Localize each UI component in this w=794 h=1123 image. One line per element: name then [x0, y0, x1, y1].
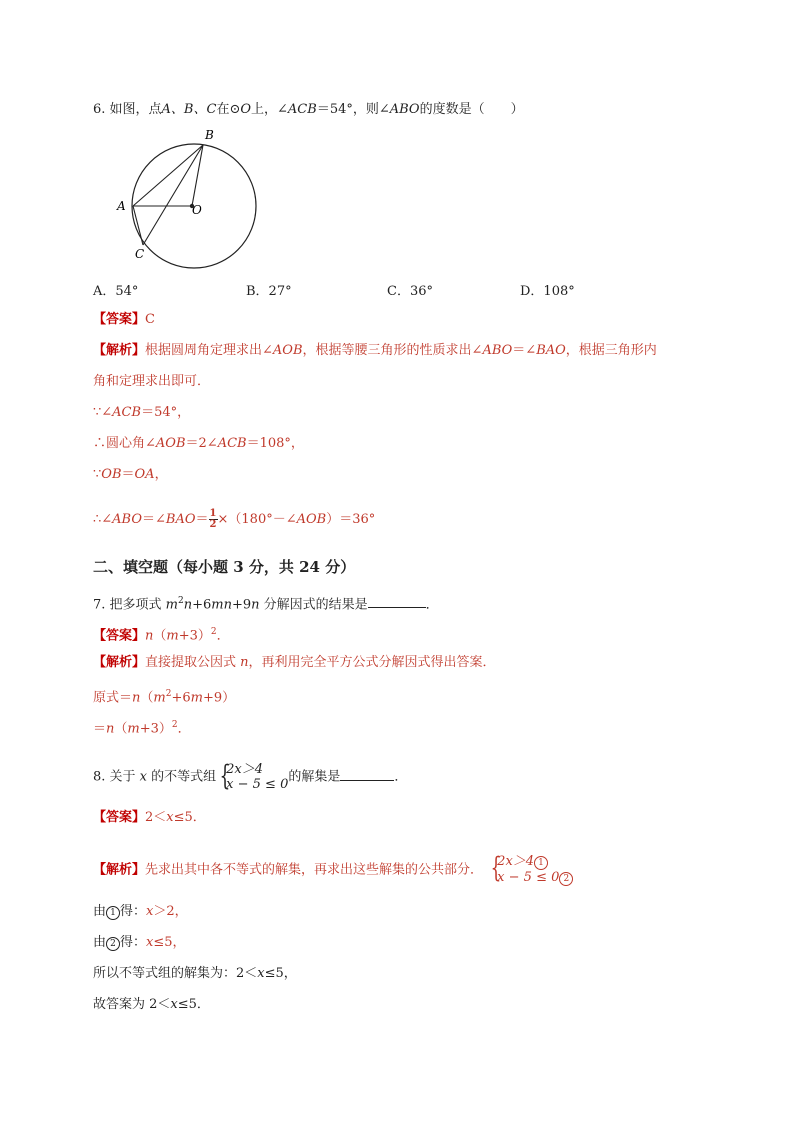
- q7-stem: [93, 592, 439, 614]
- text: ＝: [121, 467, 135, 482]
- text: ∴圆心角∠: [93, 436, 156, 451]
- text: ＝54°，: [141, 405, 191, 420]
- option-a: A．54°: [93, 284, 139, 299]
- inequality-system: [216, 759, 289, 792]
- text: ＞2，: [153, 904, 188, 919]
- text: 的度数是（ ）: [419, 102, 524, 117]
- brace-icon: {: [490, 851, 502, 884]
- text: ABO: [482, 343, 513, 358]
- option-c: C．36°: [387, 284, 433, 299]
- text: ．: [216, 628, 230, 644]
- text: ＝54°，则∠: [316, 102, 390, 117]
- text: ACB: [287, 102, 317, 117]
- text: （: [140, 690, 154, 706]
- inequality-system: [487, 851, 573, 886]
- text: ＝108°，: [246, 436, 304, 451]
- circled-number: 2: [559, 872, 573, 886]
- text: OB: [101, 467, 122, 482]
- text: 6. 如图，点: [93, 102, 162, 117]
- text: ．: [394, 769, 408, 785]
- denominator: 2: [209, 519, 217, 530]
- text: O: [240, 102, 252, 117]
- text: n: [145, 628, 154, 644]
- text: （: [114, 721, 128, 737]
- numerator: 1: [209, 508, 217, 519]
- q6-step2: [93, 435, 304, 453]
- option-b: B．27°: [246, 284, 292, 299]
- text: 根据圆周角定理求出∠: [145, 343, 273, 358]
- text: BAO: [165, 512, 196, 527]
- q8-step4: [93, 996, 210, 1014]
- text: ＝: [195, 512, 209, 527]
- text: 2: [171, 720, 178, 730]
- text: x: [170, 997, 178, 1012]
- q8-step3: [93, 965, 297, 983]
- text: ，根据等腰三角形的性质求出∠: [302, 343, 483, 358]
- text: ≤5，: [264, 966, 297, 981]
- text: 2＜: [145, 810, 167, 825]
- text: BAO: [536, 343, 566, 358]
- text: ，: [154, 467, 168, 482]
- text: （: [153, 628, 167, 644]
- circled-number: 1: [106, 906, 120, 920]
- text: n: [132, 690, 141, 706]
- q8-analysis: [93, 851, 573, 886]
- text: A、B、C: [161, 102, 217, 117]
- text: +6: [192, 597, 212, 613]
- q6-step3: [93, 466, 168, 484]
- section-title: 二、填空题（每小题 3 分，共 24 分）: [93, 558, 356, 576]
- label-a: A: [117, 199, 126, 213]
- label-b: B: [205, 128, 214, 142]
- text: 由: [93, 935, 107, 950]
- text: 2: [178, 596, 184, 606]
- text: 先求出其中各不等式的解集，再求出这些解集的公共部分．: [145, 862, 484, 878]
- text: +3）: [139, 721, 172, 737]
- text: m: [153, 690, 166, 706]
- text: 8. 关于: [93, 769, 140, 785]
- analysis-tag: 【解析】: [93, 655, 146, 670]
- circled-number: 2: [106, 937, 120, 951]
- text: 2: [165, 689, 172, 699]
- analysis-tag: 【解析】: [93, 343, 146, 358]
- text: AOB: [155, 436, 186, 451]
- answer-value: C: [145, 312, 155, 327]
- q7-answer: [93, 623, 230, 645]
- text: n: [251, 597, 260, 613]
- text: x − 5 ≤ 0: [226, 777, 289, 792]
- q7-step1: [93, 685, 235, 707]
- q6-answer: [93, 311, 155, 329]
- text: 的不等式组: [147, 769, 217, 785]
- text: AOB: [296, 512, 327, 527]
- answer-blank: [340, 768, 394, 781]
- text: mn: [211, 597, 232, 613]
- answer-tag: 【答案】: [93, 628, 146, 644]
- text: ∵∠: [93, 405, 113, 420]
- text: ×（180°－∠: [217, 512, 297, 527]
- option-d: D．108°: [520, 284, 575, 299]
- text: ＝∠: [512, 343, 537, 358]
- text: n: [106, 721, 115, 737]
- q7-step2: [93, 716, 191, 738]
- text: ，再利用完全平方公式分解因式得出答案．: [248, 655, 496, 670]
- segment-ab: [133, 145, 203, 206]
- text: +6: [171, 690, 191, 706]
- text: ACB: [112, 405, 142, 420]
- text: ≤5，: [153, 935, 186, 950]
- text: 2: [210, 627, 217, 637]
- text: ACB: [217, 436, 247, 451]
- text: 故答案为 2＜: [93, 997, 171, 1012]
- text: ．: [425, 597, 439, 613]
- text: 2x＞4: [226, 762, 264, 777]
- text: ，根据三角形内: [565, 343, 657, 358]
- text: ∴∠: [93, 512, 113, 527]
- label-o: O: [192, 203, 202, 217]
- text: 上，∠: [251, 102, 288, 117]
- text: x: [257, 966, 265, 981]
- analysis-tag: 【解析】: [93, 862, 146, 878]
- q6-stem: [93, 101, 524, 119]
- text: x: [139, 769, 148, 785]
- q6-analysis: [93, 342, 657, 360]
- text: 在⊙: [216, 102, 241, 117]
- text: ∵: [93, 467, 102, 482]
- text: m: [165, 597, 178, 613]
- brace-icon: {: [219, 759, 231, 792]
- text: ≤5．: [177, 997, 210, 1012]
- text: 由: [93, 904, 107, 919]
- q8-step2: [93, 934, 186, 952]
- text: 的解集是: [288, 769, 341, 785]
- answer-blank: [368, 595, 426, 608]
- text: ABO: [112, 512, 143, 527]
- text: x: [146, 935, 154, 950]
- q6-step4: [93, 509, 375, 530]
- circle-figure: [110, 124, 290, 274]
- text: 所以不等式组的解集为：2＜: [93, 966, 258, 981]
- text: 原式＝: [93, 690, 133, 706]
- q6-step1: [93, 404, 190, 422]
- text: n: [240, 655, 249, 670]
- text: +9: [231, 597, 252, 613]
- text: 2x＞4: [497, 854, 535, 869]
- text: m: [166, 628, 179, 644]
- text: ＝∠: [142, 512, 166, 527]
- q8-stem: [93, 759, 408, 792]
- text: 得：: [120, 935, 147, 950]
- text: m: [190, 690, 203, 706]
- q6-analysis-l2: 角和定理求出即可．: [93, 374, 211, 389]
- q8-answer: [93, 809, 206, 827]
- text: ）＝36°: [326, 512, 376, 527]
- circled-number: 1: [534, 856, 548, 870]
- text: OA: [134, 467, 155, 482]
- answer-tag: 【答案】: [93, 810, 146, 825]
- text: ＝2∠: [185, 436, 218, 451]
- text: ．: [177, 721, 191, 737]
- text: ABO: [389, 102, 420, 117]
- text: 7. 把多项式: [93, 597, 166, 613]
- text: x − 5 ≤ 0: [497, 870, 560, 885]
- text: AOB: [272, 343, 303, 358]
- text: 分解因式的结果是: [259, 597, 368, 613]
- text: +9）: [202, 690, 236, 706]
- fraction-half: [209, 509, 218, 530]
- answer-tag: 【答案】: [93, 312, 146, 327]
- text: +3）: [178, 628, 211, 644]
- text: x: [166, 810, 174, 825]
- q8-step1: [93, 903, 188, 921]
- q7-analysis: [93, 654, 496, 672]
- text: n: [183, 597, 193, 613]
- label-c: C: [135, 247, 145, 261]
- segment-ac: [133, 206, 143, 245]
- text: x: [146, 904, 154, 919]
- text: 直接提取公因式: [145, 655, 241, 670]
- text: 得：: [120, 904, 147, 919]
- text: ≤5．: [173, 810, 206, 825]
- text: ＝: [93, 721, 107, 737]
- text: m: [127, 721, 140, 737]
